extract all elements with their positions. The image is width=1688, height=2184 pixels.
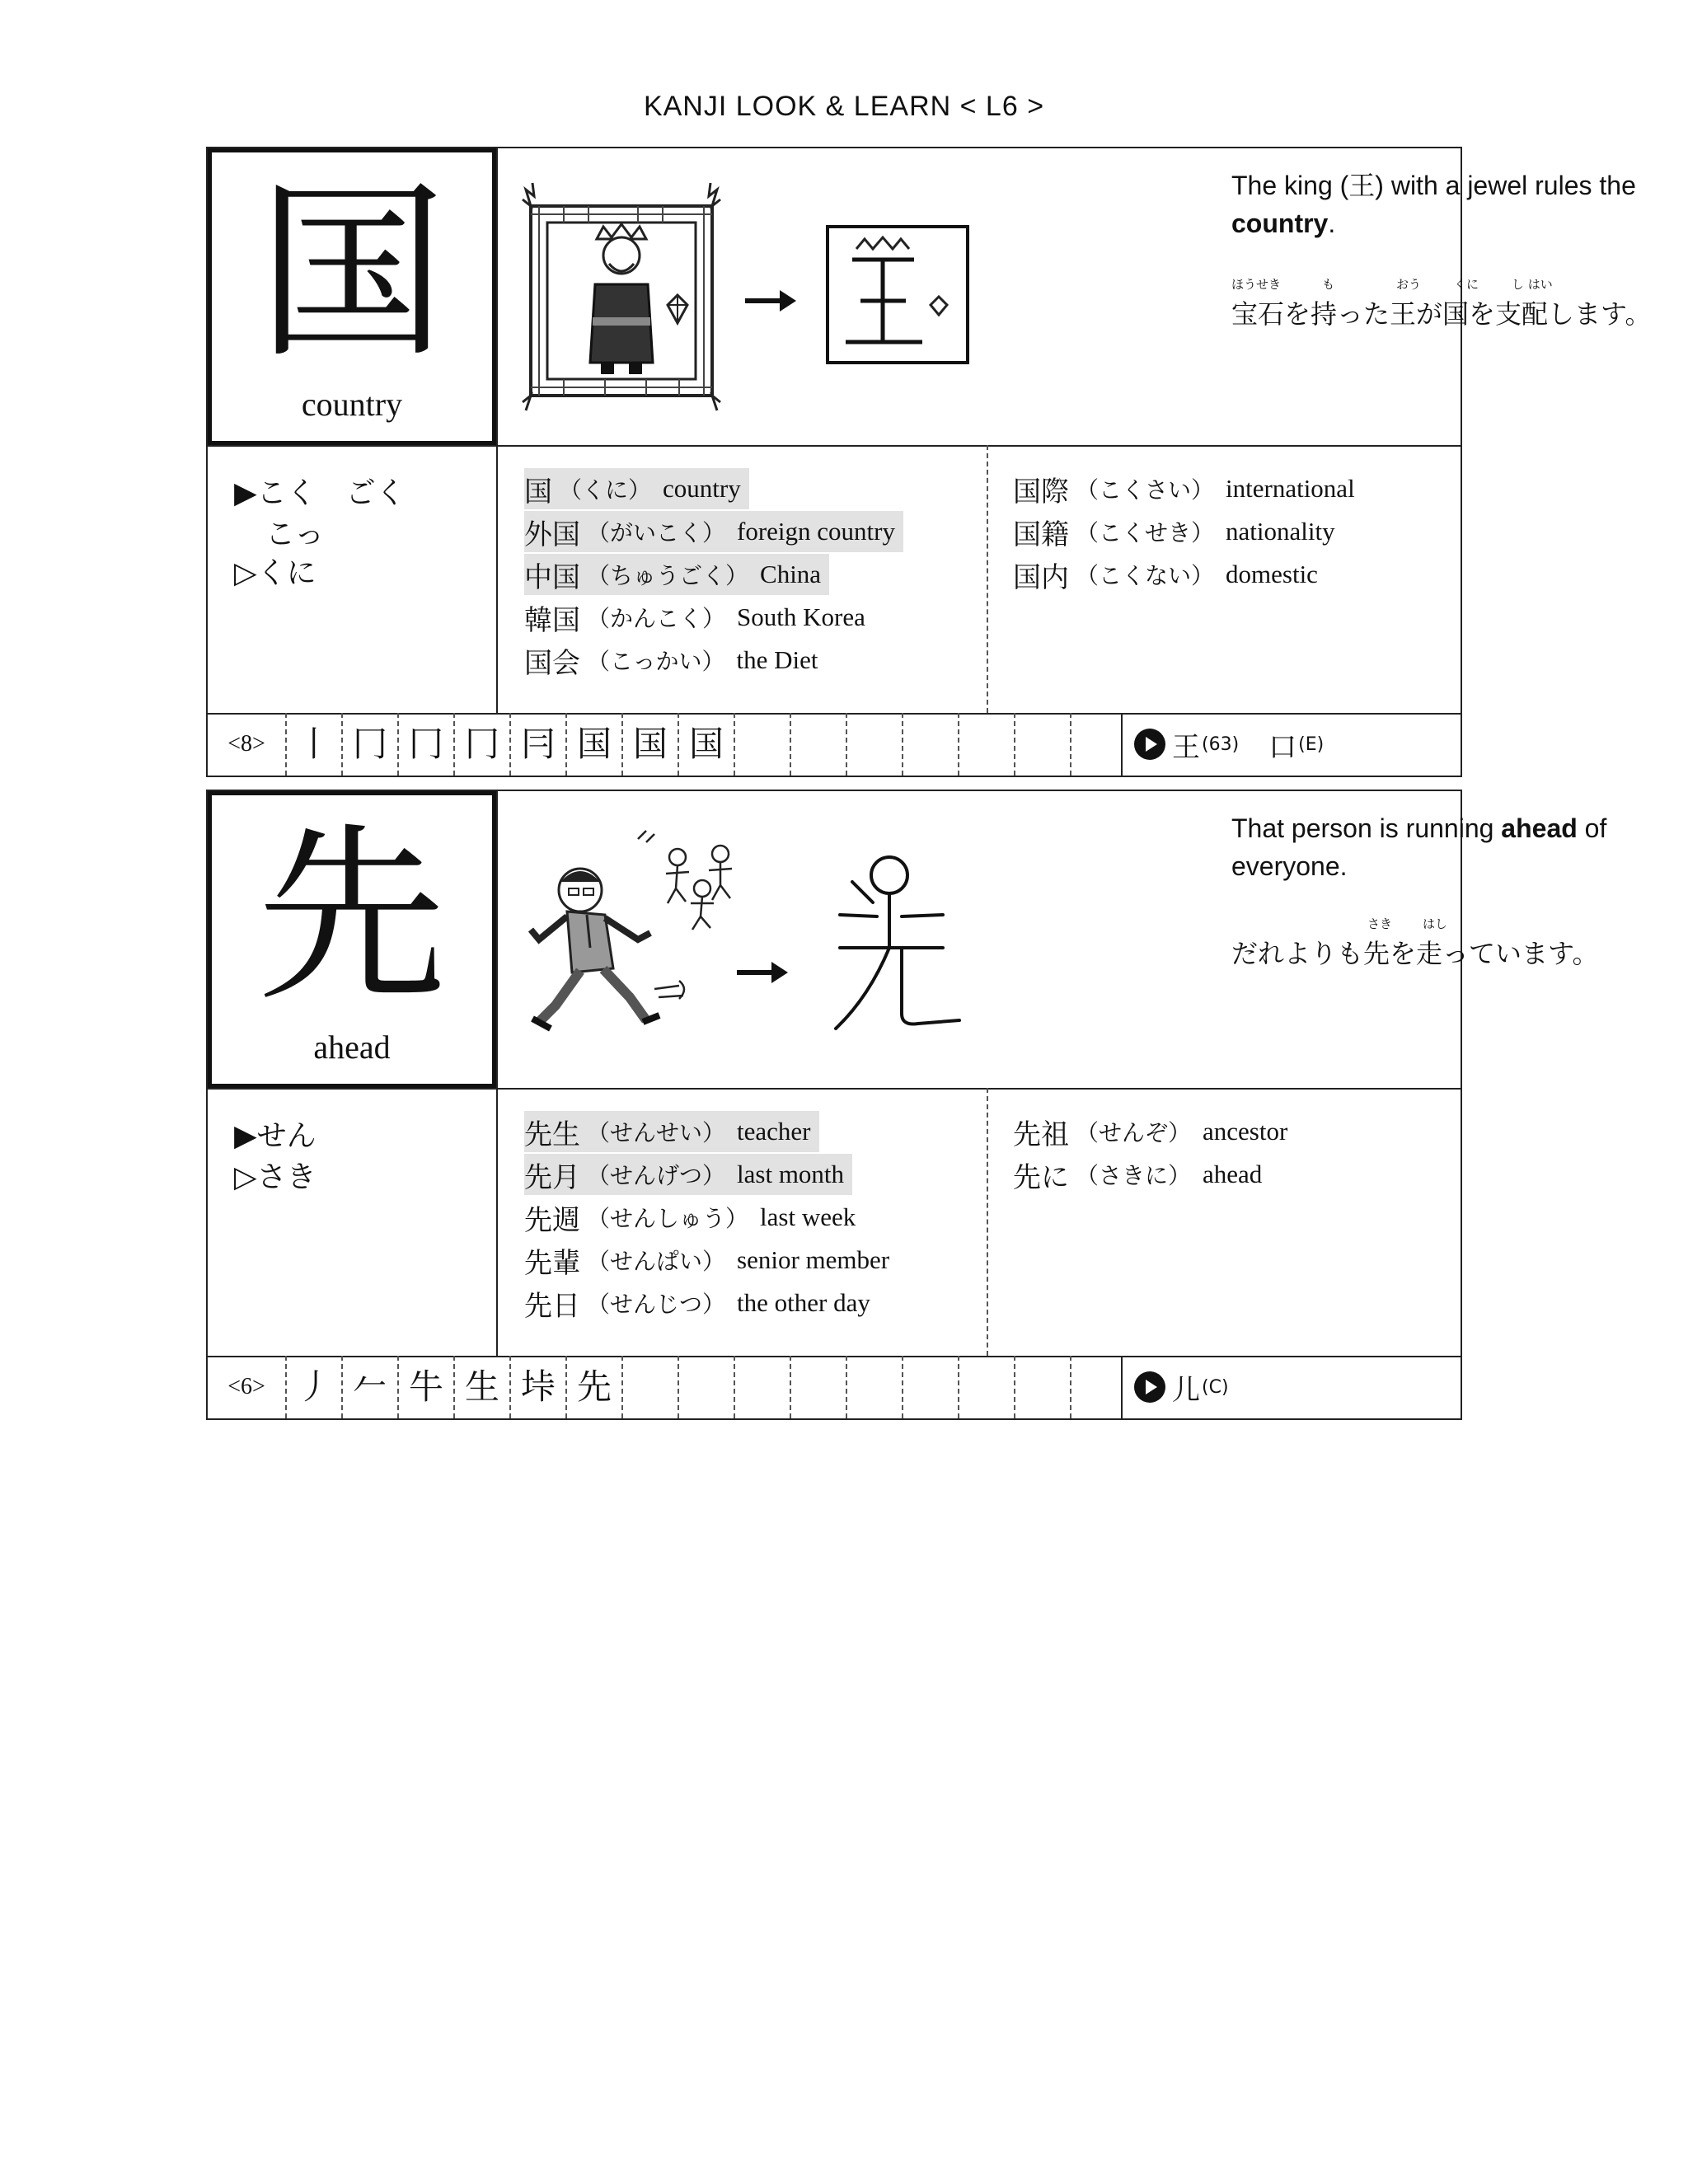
- vocab-item: 国 （くに） country: [524, 468, 749, 509]
- radical-references: [1121, 1356, 1462, 1418]
- stroke-step: 丿: [285, 1356, 341, 1418]
- stroke-step: 国: [565, 713, 621, 776]
- vocab-item: 国際 （こくさい） international: [1013, 474, 1355, 509]
- running-person-illustration: [514, 824, 976, 1055]
- radical-char: 王: [1172, 730, 1200, 764]
- on-reading: ▶せん: [234, 1119, 316, 1153]
- kun-reading: ▷くに: [234, 556, 316, 590]
- furigana: おう: [1396, 277, 1422, 292]
- furigana: さき: [1367, 916, 1393, 931]
- stroke-step-empty: [734, 1356, 790, 1418]
- stroke-step-empty: [734, 713, 790, 776]
- stroke-step: 𠂉: [341, 1356, 397, 1418]
- vocab-item: 先に （さきに） ahead: [1013, 1160, 1263, 1194]
- vocab-item: 先日 （せんじつ） the other day: [524, 1288, 870, 1323]
- king-castle-illustration: [514, 181, 976, 412]
- vocab-item: 国籍 （こくせき） nationality: [1013, 517, 1335, 551]
- play-icon: [1134, 1371, 1165, 1403]
- kanji-meaning: ahead: [313, 1029, 391, 1066]
- stroke-step-empty: [846, 713, 902, 776]
- vocab-list-extra: [987, 1088, 1462, 1356]
- vocab-item: 先生 （せんせい） teacher: [524, 1111, 819, 1152]
- stroke-step: 垰: [509, 1356, 565, 1418]
- mnemonic-english: That person is running ahead of everyone.: [1231, 813, 1607, 881]
- kanji-card-ahead: [206, 790, 1607, 1420]
- kun-reading: ▷さき: [234, 1160, 316, 1194]
- stroke-step-empty: [958, 713, 1014, 776]
- radical-char: 儿: [1172, 1373, 1200, 1407]
- stroke-count: <8>: [227, 731, 265, 757]
- kanji-box: [208, 148, 496, 445]
- vocab-list-common: [496, 1088, 988, 1356]
- stroke-step: 国: [621, 713, 678, 776]
- stroke-step: 牛: [397, 1356, 453, 1418]
- stroke-count: <6>: [227, 1374, 265, 1399]
- play-icon: [1134, 729, 1165, 760]
- radical-references: [1121, 713, 1462, 776]
- furigana: はし: [1423, 916, 1448, 931]
- stroke-step: 冂: [341, 713, 397, 776]
- on-reading-2: こっ: [265, 518, 325, 551]
- kanji-box: [208, 791, 496, 1088]
- stroke-step: 丨: [285, 713, 341, 776]
- vocab-item: 先祖 （せんぞ） ancestor: [1013, 1117, 1288, 1151]
- page-title: KANJI LOOK & LEARN < L6 >: [643, 91, 1045, 122]
- stroke-step-empty: [1014, 713, 1070, 776]
- stroke-step: 先: [565, 1356, 621, 1418]
- stroke-order-row: [208, 713, 1461, 776]
- readings: [208, 1088, 496, 1356]
- furigana: くに: [1454, 277, 1479, 292]
- vocab-item: 先月 （せんげつ） last month: [524, 1154, 852, 1195]
- illustration-cell: [496, 148, 1652, 445]
- stroke-step: 冃: [509, 713, 565, 776]
- card-top-row: [208, 791, 1607, 1090]
- vocab-list-extra: [987, 445, 1462, 713]
- illustration-cell: [496, 791, 1607, 1088]
- card-vocab-row: [208, 1088, 1461, 1357]
- vocab-item: 国内 （こくない） domestic: [1013, 560, 1318, 594]
- readings: [208, 445, 496, 713]
- stroke-step-empty: [1014, 1356, 1070, 1418]
- stroke-step-empty: [790, 713, 846, 776]
- vocab-item: 韓国 （かんこく） South Korea: [524, 602, 865, 637]
- stroke-step-empty: [1070, 1356, 1121, 1418]
- furigana: し はい: [1512, 277, 1553, 292]
- radical-ref: (E): [1298, 733, 1325, 755]
- mnemonic-japanese: ほうせき も おう くに し はい 宝石を持った王が国を支配します。: [1231, 277, 1652, 330]
- mnemonic-english: The king (王) with a jewel rules the country.: [1231, 171, 1636, 238]
- furigana: も: [1322, 277, 1335, 292]
- stroke-step-empty: [790, 1356, 846, 1418]
- radical-ref: (63): [1202, 733, 1240, 755]
- kanji-card-country: [206, 147, 1652, 777]
- mnemonic-japanese: さき はし だれよりも先を走っています。: [1231, 916, 1599, 969]
- on-reading: ▶こく ごく: [234, 476, 406, 510]
- stroke-step-empty: [902, 713, 958, 776]
- stroke-order-row: [208, 1356, 1461, 1418]
- vocab-item: 中国 （ちゅうごく） China: [524, 554, 829, 595]
- stroke-step-empty: [621, 1356, 678, 1418]
- stroke-step: 生: [453, 1356, 509, 1418]
- kanji-meaning: country: [301, 386, 403, 423]
- card-top-row: [208, 148, 1652, 447]
- stroke-step-empty: [958, 1356, 1014, 1418]
- furigana: ほうせき: [1231, 277, 1282, 292]
- stroke-step-empty: [902, 1356, 958, 1418]
- stroke-step-empty: [1070, 713, 1121, 776]
- kanji-character: 国: [256, 164, 447, 384]
- kanji-character: 先: [256, 807, 447, 1027]
- stroke-step-empty: [678, 1356, 734, 1418]
- radical-ref: (C): [1202, 1376, 1229, 1398]
- stroke-step-empty: [846, 1356, 902, 1418]
- stroke-step: 冂: [397, 713, 453, 776]
- vocab-list-common: [496, 445, 988, 713]
- vocab-item: 先週 （せんしゅう） last week: [524, 1202, 856, 1237]
- vocab-item: 国会 （こっかい） the Diet: [524, 645, 818, 680]
- radical-char: 口: [1268, 730, 1297, 764]
- stroke-step: 冂: [453, 713, 509, 776]
- vocab-item: 先輩 （せんぱい） senior member: [524, 1245, 890, 1280]
- stroke-step: 国: [678, 713, 734, 776]
- vocab-item: 外国 （がいこく） foreign country: [524, 511, 903, 552]
- card-vocab-row: [208, 445, 1461, 715]
